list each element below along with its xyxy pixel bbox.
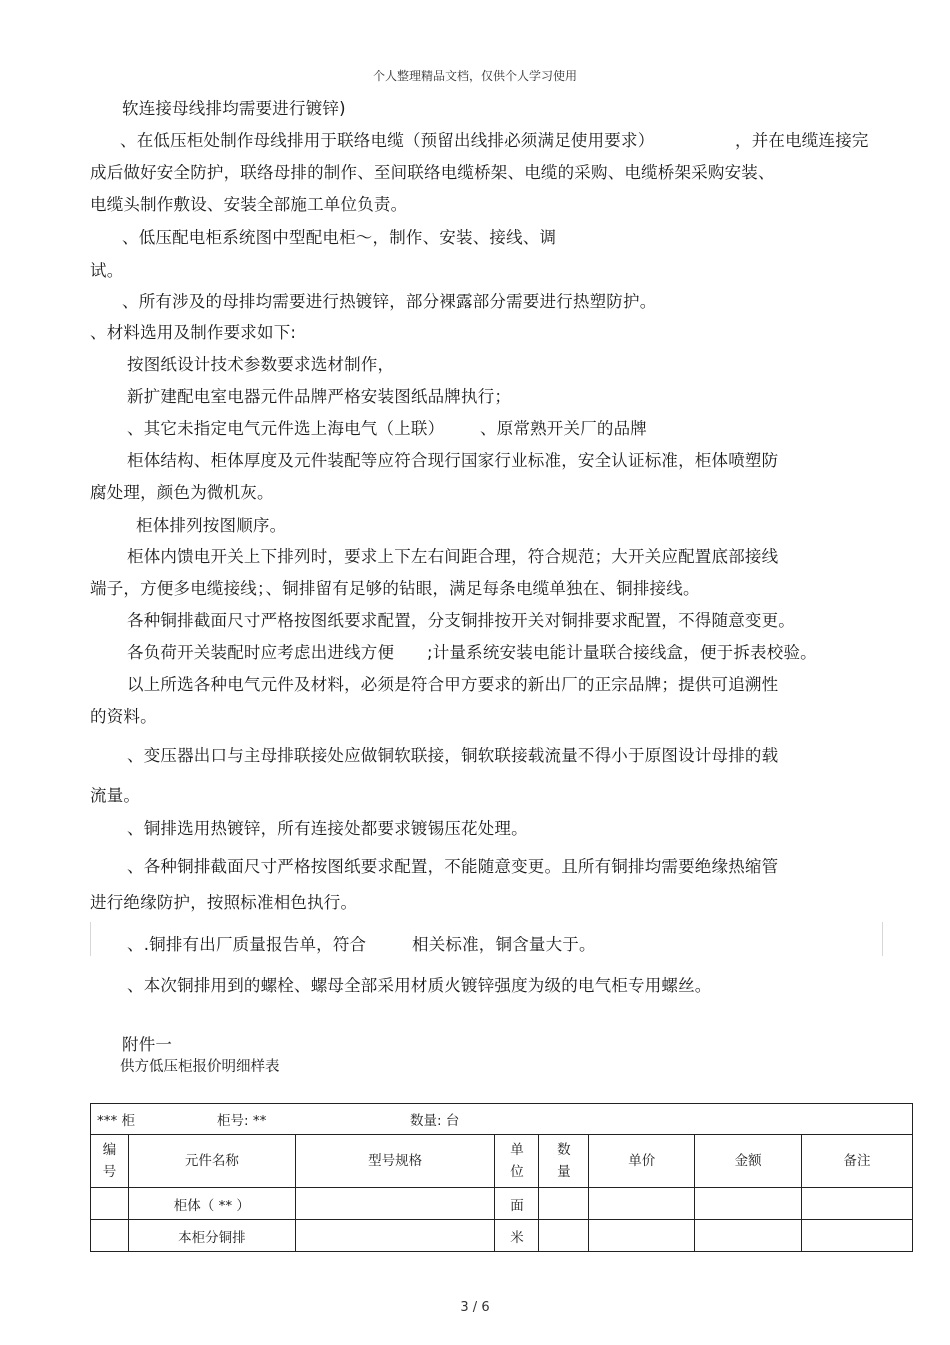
cell-price (589, 1220, 695, 1252)
cell-no (91, 1188, 129, 1220)
table-header-row (91, 1135, 913, 1188)
header-qty-2: 量 (557, 1164, 571, 1180)
body-line: 端子，方便多电缆接线；、铜排留有足够的钻眼，满足每条电缆单独在、铜排接线。 (90, 579, 700, 598)
page-number: 3 / 6 (460, 1300, 490, 1315)
header-qty-1: 数 (557, 1142, 571, 1158)
cabinet-quantity: 数量: 台 (410, 1113, 460, 1129)
body-line: 流量。 (90, 786, 141, 805)
cell-no (91, 1220, 129, 1252)
body-line: 、铜排选用热镀锌，所有连接处都要求镀锡压花处理。 (127, 819, 528, 838)
cell-model (295, 1188, 495, 1220)
attachment-title: 附件一 (122, 1035, 173, 1054)
body-line: 各负荷开关装配时应考虑出进线方便 (127, 643, 395, 662)
body-line: 柜体结构、柜体厚度及元件装配等应符合现行国家行业标准，安全认证标准，柜体喷塑防 (127, 451, 779, 470)
body-line: ，并在电缆连接完 (735, 131, 869, 150)
table-row (91, 1188, 913, 1220)
body-line: 柜体排列按图顺序。 (136, 516, 287, 535)
header-unit-1: 单 (510, 1142, 524, 1158)
cell-remark (802, 1220, 913, 1252)
cell-amount (695, 1188, 802, 1220)
body-line: 成后做好安全防护，联络母排的制作、至间联络电缆桥架、电缆的采购、电缆桥架采购安装、 (90, 163, 775, 182)
header-unit-2: 位 (510, 1164, 524, 1180)
body-line: 、变压器出口与主母排联接处应做铜软联接，铜软联接载流量不得小于原图设计母排的载 (127, 746, 779, 765)
body-line: 进行绝缘防护，按照标准相色执行。 (90, 893, 358, 912)
cell-unit: 面 (495, 1188, 539, 1220)
body-line: 腐处理，颜色为微机灰。 (90, 483, 274, 502)
body-line: 新扩建配电室电器元件品牌严格安装图纸品牌执行； (127, 387, 512, 406)
cell-qty (539, 1220, 589, 1252)
page-header: 个人整理精品文档，仅供个人学习使用 (372, 69, 577, 83)
cell-name: 本柜分铜排 (128, 1220, 295, 1252)
body-line: 、其它未指定电气元件选上海电气（上联） (127, 419, 445, 438)
attachment-subtitle: 供方低压柜报价明细样表 (120, 1059, 280, 1075)
body-line: 试。 (90, 261, 124, 280)
quote-table (90, 1103, 913, 1252)
body-line: 各种铜排截面尺寸严格按图纸要求配置，分支铜排按开关对铜排要求配置，不得随意变更。 (127, 611, 795, 630)
table-top-row (91, 1104, 913, 1135)
header-amount: 金额 (695, 1135, 802, 1188)
body-line: 电缆头制作敷设、安装全部施工单位负责。 (90, 195, 408, 214)
right-margin-bar (882, 922, 883, 956)
body-line: 相关标准，铜含量大于。 (412, 935, 596, 954)
cell-name: 柜体（ ** ） (128, 1188, 295, 1220)
header-price: 单价 (589, 1135, 695, 1188)
table-row (91, 1220, 913, 1252)
body-line: 、.铜排有出厂质量报告单，符合 (127, 935, 367, 954)
header-name: 元件名称 (128, 1135, 295, 1188)
body-line: 按图纸设计技术参数要求选材制作， (127, 355, 395, 374)
cell-amount (695, 1220, 802, 1252)
header-model: 型号规格 (295, 1135, 495, 1188)
body-line: 的资料。 (90, 707, 157, 726)
cell-remark (802, 1188, 913, 1220)
body-line: 、各种铜排截面尺寸严格按图纸要求配置，不能随意变更。且所有铜排均需要绝缘热缩管 (127, 857, 779, 876)
cell-price (589, 1188, 695, 1220)
left-margin-bar (90, 922, 91, 956)
body-line: 柜体内馈电开关上下排列时，要求上下左右间距合理，符合规范；大开关应配置底部接线 (127, 547, 779, 566)
body-line: 、低压配电柜系统图中型配电柜～，制作、安装、接线、调 (122, 228, 557, 247)
cabinet-label: *** 柜 (97, 1113, 136, 1129)
cell-qty (539, 1188, 589, 1220)
header-remark: 备注 (802, 1135, 913, 1188)
header-no-1: 编 (102, 1142, 117, 1158)
body-line: 以上所选各种电气元件及材料，必须是符合甲方要求的新出厂的正宗品牌；提供可追溯性 (127, 675, 779, 694)
cell-model (295, 1220, 495, 1252)
header-no-2: 号 (102, 1164, 117, 1180)
cell-unit: 米 (495, 1220, 539, 1252)
body-line: 、材料选用及制作要求如下: (90, 323, 297, 342)
body-line: ;计量系统安装电能计量联合接线盒，便于拆表校验。 (427, 643, 817, 662)
cabinet-number: 柜号: ** (217, 1113, 267, 1129)
body-line: 、本次铜排用到的螺栓、螺母全部采用材质火镀锌强度为级的电气柜专用螺丝。 (127, 976, 712, 995)
body-line: 、原常熟开关厂的品牌 (480, 419, 647, 438)
body-line: 软连接母线排均需要进行镀锌) (122, 99, 346, 118)
body-line: 、在低压柜处制作母线排用于联络电缆（预留出线排必须满足使用要求） (120, 131, 655, 150)
body-line: 、所有涉及的母排均需要进行热镀锌，部分裸露部分需要进行热塑防护。 (122, 292, 657, 311)
